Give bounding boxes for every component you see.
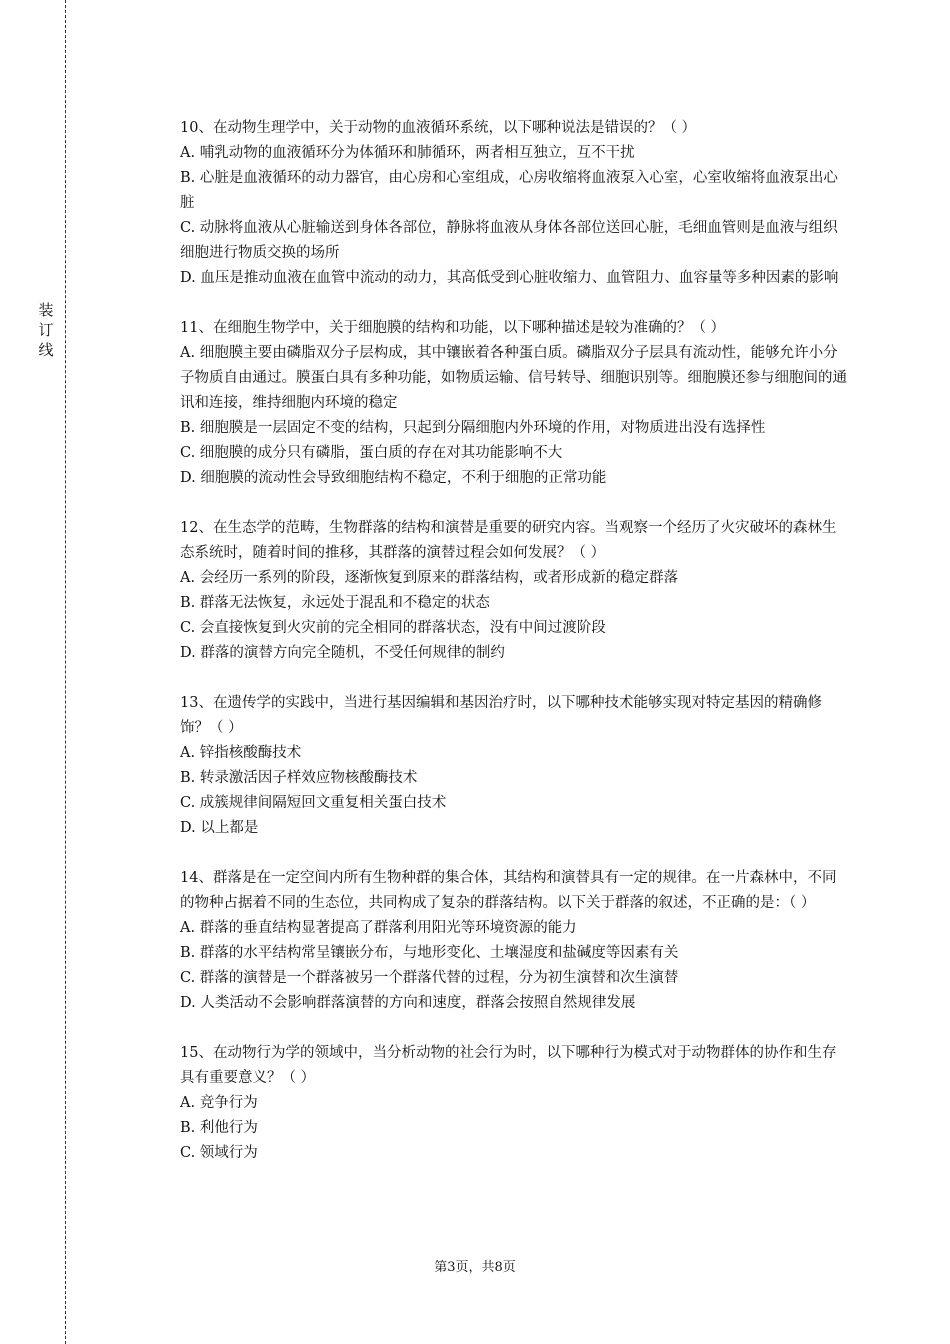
option-b: B. 利他行为 (180, 1120, 258, 1136)
option-b: B. 心脏是血液循环的动力器官，由心房和心室组成，心房收缩将血液泵入心室，心室收缩将血液泵出心脏 (180, 170, 838, 211)
question-10 (180, 116, 850, 291)
option-a: A. 锌指核酸酶技术 (180, 745, 302, 761)
question-stem: 12、在生态学的范畴，生物群落的结构和演替是重要的研究内容。当观察一个经历了火灾破坏的森林生态系统时，随着时间的推移，其群落的演替过程会如何发展？（ ） (180, 520, 837, 561)
option-a: A. 竞争行为 (180, 1095, 258, 1111)
option-a: A. 群落的垂直结构显著提高了群落利用阳光等环境资源的能力 (180, 920, 577, 936)
question-15 (180, 1041, 850, 1166)
question-14 (180, 866, 850, 1016)
option-c: C. 群落的演替是一个群落被另一个群落代替的过程，分为初生演替和次生演替 (180, 970, 679, 986)
question-13 (180, 691, 850, 841)
binding-char: 线 (38, 341, 54, 359)
binding-line (65, 0, 66, 1344)
option-d: D. 群落的演替方向完全随机，不受任何规律的制约 (180, 645, 505, 661)
option-a: A. 会经历一系列的阶段，逐渐恢复到原来的群落结构，或者形成新的稳定群落 (180, 570, 679, 586)
option-b: B. 细胞膜是一层固定不变的结构，只起到分隔细胞内外环境的作用，对物质进出没有选择性 (180, 420, 766, 436)
option-c: C. 细胞膜的成分只有磷脂，蛋白质的存在对其功能影响不大 (180, 445, 563, 461)
question-stem: 13、在遗传学的实践中，当进行基因编辑和基因治疗时，以下哪种技术能够实现对特定基因的精确修饰？（ ） (180, 695, 822, 736)
option-d: D. 细胞膜的流动性会导致细胞结构不稳定，不利于细胞的正常功能 (180, 470, 607, 486)
question-stem: 11、在细胞生物学中，关于细胞膜的结构和功能，以下哪种描述是较为准确的？（ ） (180, 320, 726, 336)
page-number: 第3页，共8页 (434, 1260, 516, 1275)
option-d: D. 血压是推动血液在血管中流动的动力，其高低受到心脏收缩力、血管阻力、血容量等多种因素的影响 (180, 270, 839, 286)
question-list (180, 116, 850, 1191)
option-a: A. 哺乳动物的血液循环分为体循环和肺循环，两者相互独立，互不干扰 (180, 145, 635, 161)
option-d: D. 以上都是 (180, 820, 259, 836)
option-b: B. 转录激活因子样效应物核酸酶技术 (180, 770, 418, 786)
option-b: B. 群落无法恢复，永远处于混乱和不稳定的状态 (180, 595, 490, 611)
option-c: C. 成簇规律间隔短回文重复相关蛋白技术 (180, 795, 447, 811)
question-12 (180, 516, 850, 666)
option-a: A. 细胞膜主要由磷脂双分子层构成，其中镶嵌着各种蛋白质。磷脂双分子层具有流动性，能够允许小分子物质自由通过。膜蛋白具有多种功能，如物质运输、信号转导、细胞识别等。细胞膜还参与细胞间的通讯和连接，维持细胞内环境的稳定 (180, 345, 847, 411)
question-11 (180, 316, 850, 491)
binding-char: 装 (38, 301, 54, 319)
question-stem: 10、在动物生理学中，关于动物的血液循环系统，以下哪种说法是错误的？（ ） (180, 120, 697, 136)
option-b: B. 群落的水平结构常呈镶嵌分布，与地形变化、土壤湿度和盐碱度等因素有关 (180, 945, 679, 961)
option-d: D. 人类活动不会影响群落演替的方向和速度，群落会按照自然规律发展 (180, 995, 636, 1011)
binding-label (33, 300, 59, 362)
option-c: C. 会直接恢复到火灾前的完全相同的群落状态，没有中间过渡阶段 (180, 620, 606, 636)
option-c: C. 动脉将血液从心脏输送到身体各部位，静脉将血液从身体各部位送回心脏，毛细血管则是血液与组织细胞进行物质交换的场所 (180, 220, 838, 261)
question-stem: 15、在动物行为学的领域中，当分析动物的社会行为时，以下哪种行为模式对于动物群体的协作和生存具有重要意义？（ ） (180, 1045, 837, 1086)
question-stem: 14、群落是在一定空间内所有生物种群的集合体，其结构和演替具有一定的规律。在一片森林中，不同的物种占据着不同的生态位，共同构成了复杂的群落结构。以下关于群落的叙述，不正确的是：（ ） (180, 870, 837, 911)
binding-char: 订 (38, 321, 54, 339)
option-c: C. 领域行为 (180, 1145, 258, 1161)
